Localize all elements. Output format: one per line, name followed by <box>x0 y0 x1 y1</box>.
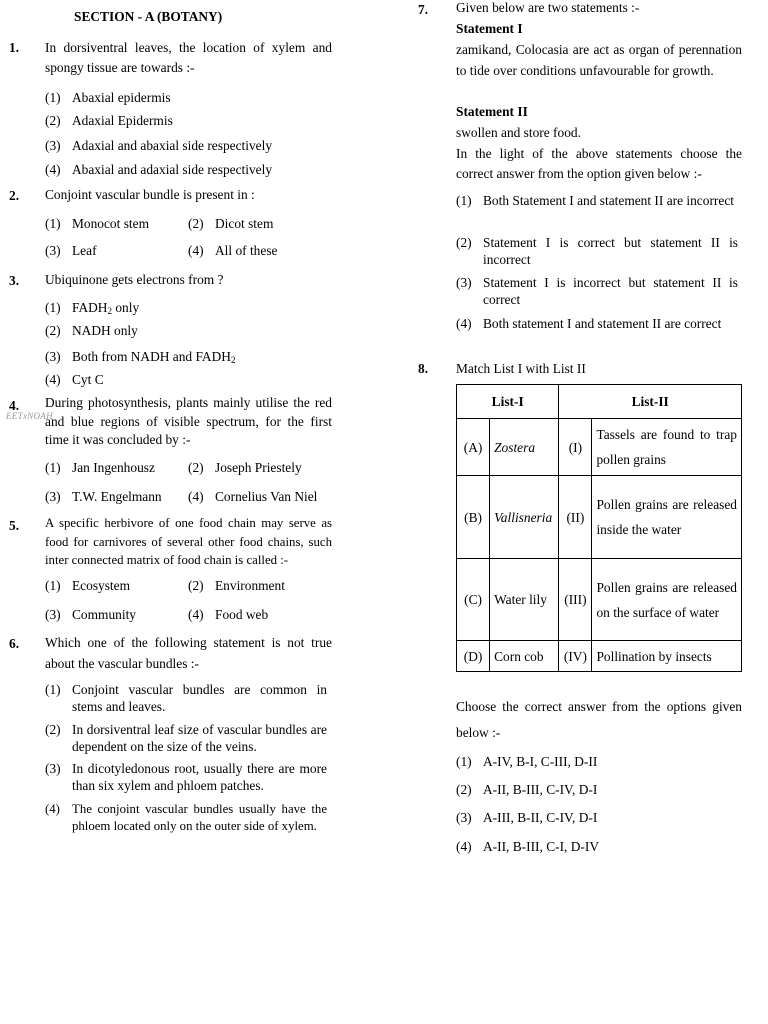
list-1-item: Zostera <box>490 419 559 476</box>
question-prompt: Choose the correct answer from the options given below :- <box>456 699 742 740</box>
option: (4) Food web <box>188 607 269 622</box>
question-text: Which one of the following statement is not true about the vascular bundles :- <box>45 635 332 671</box>
option: (4) The conjoint vascular bundles usually have the phloem located only on the outer side of xylem. <box>45 802 327 833</box>
list-2-item: Pollination by insects <box>592 641 742 672</box>
option: (3) Statement I is incorrect but statement II is correct <box>456 275 738 307</box>
option: (4) Cornelius Van Niel <box>188 489 318 504</box>
question-number: 6. <box>9 636 20 651</box>
statement-2-label: Statement II <box>456 104 528 119</box>
statement-1-text: zamikand, Colocasia are act as organ of perennation to tide over conditions unfavourable for growth. <box>456 42 742 78</box>
option: (1) A-IV, B-I, C-III, D-II <box>456 754 598 769</box>
question-text: A specific herbivore of one food chain may serve as food for carnivores of several other food chains, such inter connected matrix of food chain is called :- <box>45 516 332 567</box>
question-text: Ubiquinone gets electrons from ? <box>45 272 224 287</box>
question-number: 3. <box>9 273 20 288</box>
table-row <box>457 419 742 476</box>
row-label: (A) <box>457 419 490 476</box>
option: (3) Leaf <box>45 243 97 258</box>
option: (4) Abaxial and adaxial side respectively <box>45 162 273 177</box>
row-label: (C) <box>457 559 490 641</box>
match-table <box>456 384 742 672</box>
list-2-item: Pollen grains are released on the surface of water <box>592 559 742 641</box>
list-1-item: Vallisneria <box>490 476 559 559</box>
option: (2) Dicot stem <box>188 216 274 231</box>
list-1-item: Corn cob <box>490 641 559 672</box>
option: (3) Community <box>45 607 136 622</box>
option: (1) Both Statement I and statement II are incorrect <box>456 193 734 208</box>
option: (2) A-II, B-III, C-IV, D-I <box>456 782 598 797</box>
option: (3) T.W. Engelmann <box>45 489 162 504</box>
question-text: Match List I with List II <box>456 361 586 376</box>
row-numeral: (IV) <box>559 641 592 672</box>
list-1-item: Water lily <box>490 559 559 641</box>
option: (1) Abaxial epidermis <box>45 90 171 105</box>
option: (2) Statement I is correct but statement II is incorrect <box>456 235 738 267</box>
table-row <box>457 641 742 672</box>
option: (3) Adaxial and abaxial side respectively <box>45 138 273 153</box>
watermark: EETxNOAH <box>6 411 53 421</box>
question-number: 8. <box>418 361 429 376</box>
row-label: (D) <box>457 641 490 672</box>
option: (2) Adaxial Epidermis <box>45 113 173 128</box>
table-header-row <box>457 385 742 419</box>
option: (2) NADH only <box>45 323 138 338</box>
option: (3) Both from NADH and $FADH_2$ <box>45 349 236 365</box>
table-row <box>457 476 742 559</box>
question-text: Given below are two statements :- <box>456 0 640 15</box>
question-number: 7. <box>418 2 429 17</box>
option: (2) Environment <box>188 578 285 593</box>
option: (1) Jan Ingenhousz <box>45 460 155 475</box>
statement-2-text: swollen and store food. <box>456 125 581 140</box>
option: (4) Both statement I and statement II are correct <box>456 316 722 331</box>
question-prompt: In the light of the above statements choose the correct answer from the option given below :- <box>456 146 742 181</box>
row-numeral: (III) <box>559 559 592 641</box>
question-number: 5. <box>9 518 20 533</box>
option: (4) All of these <box>188 243 278 258</box>
option: (1) Conjoint vascular bundles are common in stems and leaves. <box>45 682 327 714</box>
question-number: 1. <box>9 40 20 55</box>
row-label: (B) <box>457 476 490 559</box>
list-2-header: List-II <box>559 385 742 419</box>
option: (4) Cyt C <box>45 372 104 387</box>
option: (1) Monocot stem <box>45 216 149 231</box>
option: (1) $FADH_2$ only <box>45 300 140 316</box>
section-title: SECTION - A (BOTANY) <box>74 9 223 24</box>
option: (2) In dorsiventral leaf size of vascular bundles are dependent on the size of the veins. <box>45 722 327 754</box>
row-numeral: (II) <box>559 476 592 559</box>
question-text: In dorsiventral leaves, the location of xylem and spongy tissue are towards :- <box>45 40 332 75</box>
option: (3) A-III, B-II, C-IV, D-I <box>456 810 598 825</box>
question-text: During photosynthesis, plants mainly utilise the red and blue regions of visible spectrum, for the first time it was concluded by :- <box>45 395 332 447</box>
question-number: 2. <box>9 188 20 203</box>
row-numeral: (I) <box>559 419 592 476</box>
list-2-item: Tassels are found to trap pollen grains <box>592 419 742 476</box>
question-text: Conjoint vascular bundle is present in : <box>45 187 255 202</box>
question-number: 4. <box>9 398 20 413</box>
option: (2) Joseph Priestely <box>188 460 302 475</box>
list-2-item: Pollen grains are released inside the water <box>592 476 742 559</box>
option: (3) In dicotyledonous root, usually there are more than six xylem and phloem patches. <box>45 761 327 793</box>
table-row <box>457 559 742 641</box>
statement-1-label: Statement I <box>456 21 523 36</box>
option: (4) A-II, B-III, C-I, D-IV <box>456 839 600 854</box>
option: (1) Ecosystem <box>45 578 131 593</box>
list-1-header: List-I <box>457 385 559 419</box>
